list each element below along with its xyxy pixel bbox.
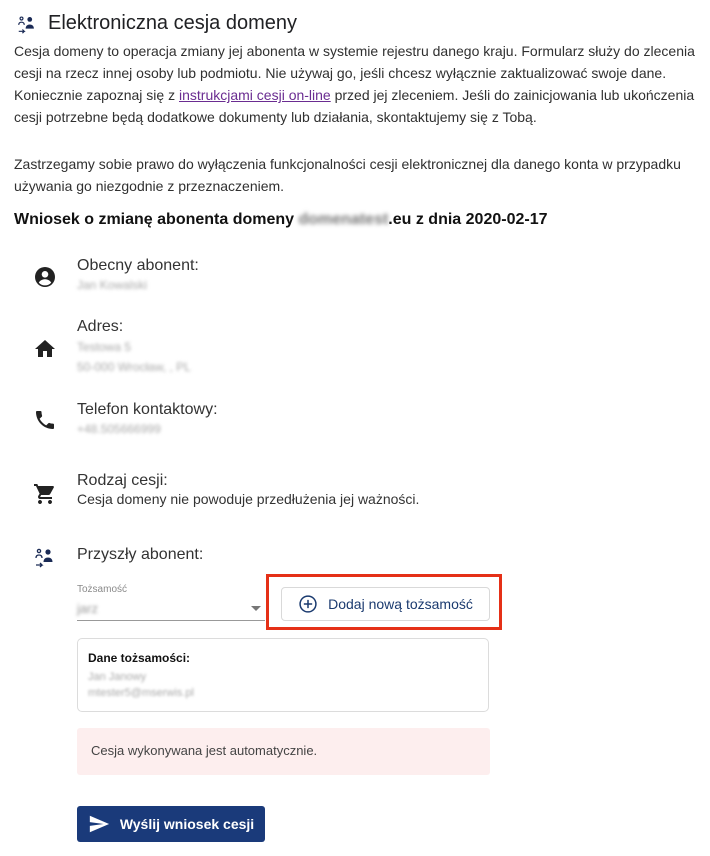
address-line-2: 50-000 Wrocław, , PL [77,360,191,374]
transfer-users-icon [16,13,38,35]
phone-icon [33,408,57,432]
request-title [14,211,547,229]
home-icon [33,337,57,361]
intro-paragraph [14,40,704,128]
phone-label: Telefon kontaktowy: [77,401,218,418]
phone-value: +48.505666999 [77,422,161,436]
domain-name-masked: domenatest [298,211,389,228]
identity-select-label: Tożsamość [77,584,128,595]
submit-label: Wyślij wniosek cesji [119,816,255,832]
identity-card-title: Dane tożsamości: [88,651,191,665]
identity-select-underline [77,620,265,621]
chevron-down-icon[interactable] [251,606,261,611]
transfer-type-label: Rodzaj cesji: [77,472,168,489]
current-owner-value: Jan Kowalski [77,278,148,292]
page-header [16,12,297,35]
auto-transfer-note: Cesja wykonywana jest automatycznie. [77,728,490,775]
transfer-users-icon [33,545,57,569]
highlight-frame [266,574,502,630]
intro-text-1: Cesja domeny to operacja zmiany jej abonenta w systemie rejestru danego kraju. Formularz służy do zlecenia cesji na rzecz innej osoby lub podmiotu. Nie używaj go, jeśli chcesz wyłącznie zaktualizować swoje dane. Koniecznie zapoznaj się z [14,43,695,103]
account-circle-icon [33,265,57,289]
instructions-link[interactable]: instrukcjami cesji on-line [179,87,331,103]
address-label: Adres: [77,318,124,335]
request-title-suffix: .eu z dnia 2020-02-17 [388,211,548,228]
page-title: Elektroniczna cesja domeny [48,12,298,34]
transfer-type-value: Cesja domeny nie powoduje przedłużenia jej ważności. [77,491,420,507]
request-title-prefix: Wniosek o zmianę abonenta domeny [14,211,299,228]
cart-icon [33,482,57,506]
identity-details-card [77,638,489,712]
identity-card-line-2: mtester5@mserwis.pl [88,687,194,699]
future-owner-label: Przyszły abonent: [77,546,204,563]
intro-text-2: przed jej zleceniem. Jeśli do zainicjowania lub ukończenia cesji potrzebne będą dodatkowe dokumenty lub działania, skontaktujemy się z Tobą. [14,87,695,125]
send-icon [88,813,110,835]
add-identity-label: Dodaj nową tożsamość [328,596,473,612]
current-owner-label: Obecny abonent: [77,257,199,274]
identity-card-line-1: Jan Janowy [88,671,147,683]
identity-select-value[interactable]: jarz [77,601,98,616]
disclaimer-paragraph: Zastrzegamy sobie prawo do wyłączenia funkcjonalności cesji elektronicznej dla danego konta w przypadku używania go niezgodnie z przeznaczeniem. [14,156,681,194]
submit-transfer-button[interactable] [77,806,265,842]
address-line-1: Testowa 5 [77,340,132,354]
